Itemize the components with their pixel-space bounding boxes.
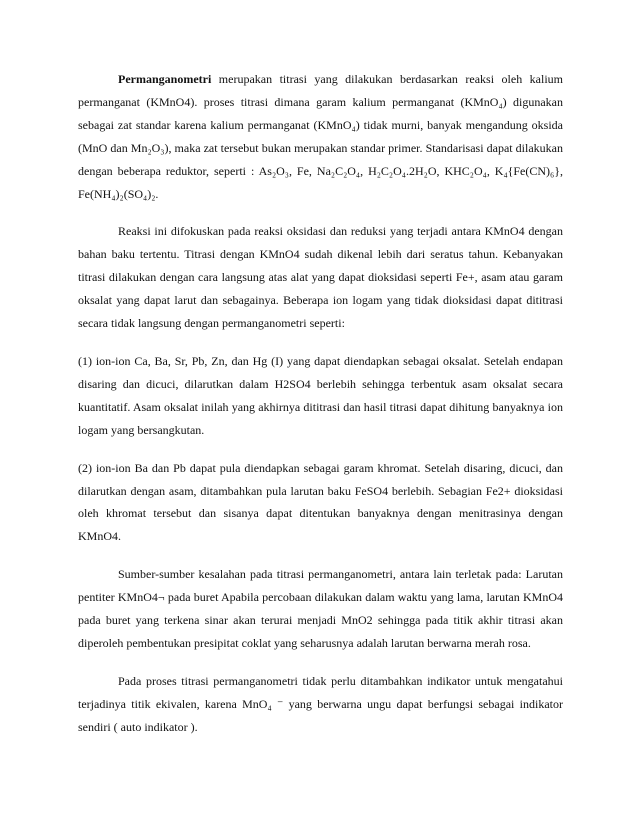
paragraph-indicator: Pada proses titrasi permanganometri tidak perlu ditambahkan indikator untuk mengatahui terjadinya titik ekivalen, karena MnO₄ ⁻ yang berwarna ungu dapat berfungsi sebagai indikator sendiri ( auto indikator ). [78,673,563,734]
paragraph-redox: Reaksi ini difokuskan pada reaksi oksidasi dan reduksi yang terjadi antara KMnO4 dengan bahan baku tertentu. Titrasi dengan KMnO4 sudah dikenal lebih dari seratus tahun. Kebanyakan titrasi dilakukan dengan cara langsung atas alat yang dapat dioksidasi seperti Fe+, asam atau garam oksalat yang dapat larut dan sebagainya. Beberapa ion logam yang tidak dioksidasi dapat dititrasi secara tidak langsung dengan permanganometri seperti: [78,224,563,331]
paragraph-item-1: (1) ion-ion Ca, Ba, Sr, Pb, Zn, dan Hg (I) yang dapat diendapkan sebagai oksalat. Setelah endapan disaring dan dicuci, dilarutkan dalam H2SO4 berlebih sehingga terbentuk asam oksalat secara kuantitatif. Asam oksalat inilah yang akhirnya dititrasi dan hasil titrasi dapat dihitung banyaknya ion logam yang bersangkutan. [78,353,563,437]
paragraph-error-sources: Sumber-sumber kesalahan pada titrasi permanganometri, antara lain terletak pada: Larutan pentiter KMnO4¬ pada buret Apabila percobaan dilakukan dalam waktu yang lama, larutan KMnO4 pada buret yang terkena sinar akan terurai menjadi MnO2 sehingga pada titik akhir titrasi akan diperoleh pembentukan presipitat coklat yang seharusnya adalah larutan berwarna merah rosa. [78,567,563,650]
document-body [78,68,563,754]
paragraph-item-2: (2) ion-ion Ba dan Pb dapat pula diendapkan sebagai garam khromat. Setelah disaring, dicuci, dan dilarutkan dengan asam, ditambahkan pula larutan baku FeSO4 berlebih. Sebagian Fe2+ dioksidasi oleh khromat tersebut dan sisanya dapat ditentukan banyaknya dengan menitrasinya dengan KMnO4. [78,460,563,544]
paragraph-definition-text: merupakan titrasi yang dilakukan berdasarkan reaksi oleh kalium permanganat (KMnO4). proses titrasi dimana garam kalium permanganat (KMnO₄) digunakan sebagai zat standar karena kalium permanganat (KMnO₄) tidak murni, banyak mengandung oksida (MnO dan Mn₂O₃), maka zat tersebut bukan merupakan standar primer. Standarisasi dapat dilakukan dengan beberapa reduktor, seperti : As₂O₃, Fe, Na₂C₂O₄, H₂C₂O₄.2H₂O, KHC₂O₄, K₄{Fe(CN)₆}, Fe(NH₄)₂(SO₄)₂. [78,72,563,201]
paragraph-definition [78,68,563,205]
term-permanganometri: Permanganometri [118,72,212,86]
